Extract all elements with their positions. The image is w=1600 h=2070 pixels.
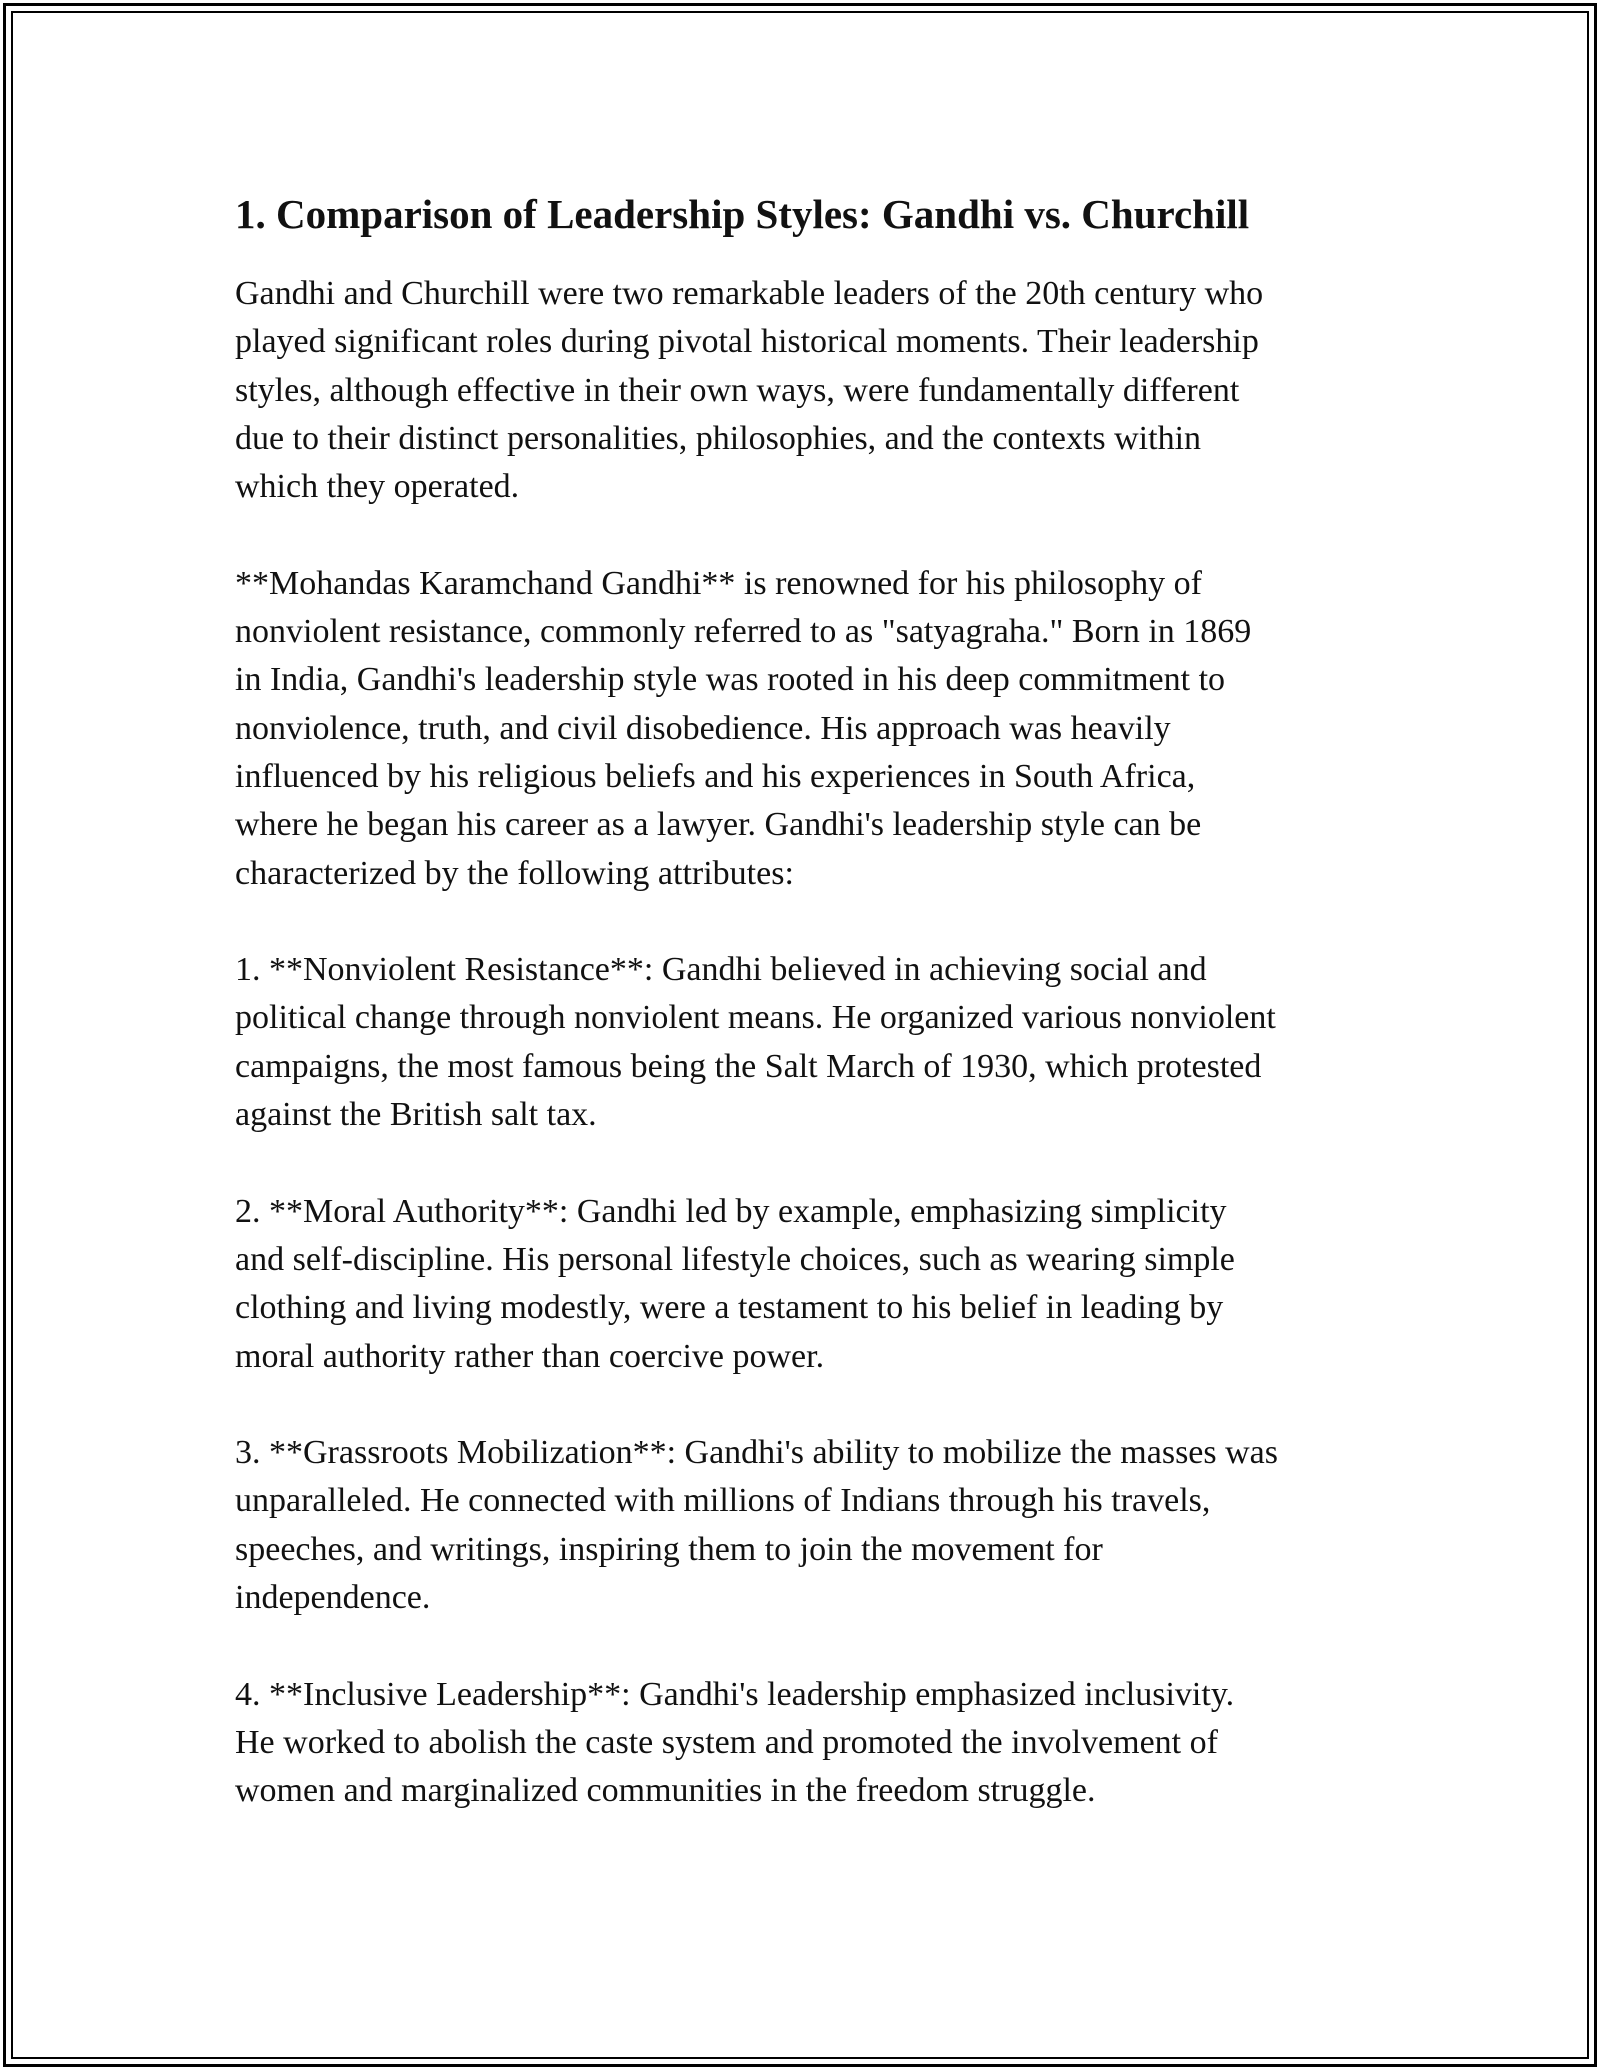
section-heading: 1. Comparison of Leadership Styles: Gandhi vs. Churchill <box>235 191 1250 237</box>
attribute-inclusive-leadership: 4. **Inclusive Leadership**: Gandhi's leadership emphasized inclusivity. He worked to abolish the caste system and promoted the involvement of women and marginalized communities in the freedom struggle. <box>235 1675 1235 1810</box>
intro-paragraph: Gandhi and Churchill were two remarkable leaders of the 20th century who played significant roles during pivotal historical moments. Their leadership styles, although effective in their own ways, were fundamentally different due to their distinct personalities, philosophies, and the contexts within which they operated. <box>235 275 1264 506</box>
attribute-nonviolent-resistance: 1. **Nonviolent Resistance**: Gandhi believed in achieving social and political change through nonviolent means. He organized various nonviolent campaigns, the most famous being the Salt March of 1930, which protested against the British salt tax. <box>235 951 1276 1134</box>
gandhi-paragraph: **Mohandas Karamchand Gandhi** is renowned for his philosophy of nonviolent resistance, commonly referred to as "satyagraha." Born in 1869 in India, Gandhi's leadership style was rooted in his deep commitment to nonviolence, truth, and civil disobedience. His approach was heavily influenced by his religious beliefs and his experiences in South Africa, where he began his career as a lawyer. Gandhi's leadership style can be characterized by the following attributes: <box>235 564 1252 892</box>
document-body <box>235 188 1385 1864</box>
attribute-moral-authority: 2. **Moral Authority**: Gandhi led by example, emphasizing simplicity and self-discipline. His personal lifestyle choices, such as wearing simple clothing and living modestly, were a testament to his belief in leading by moral authority rather than coercive power. <box>235 1192 1235 1375</box>
attribute-grassroots-mobilization: 3. **Grassroots Mobilization**: Gandhi's ability to mobilize the masses was unparalleled. He connected with millions of Indians through his travels, speeches, and writings, inspiring them to join the movement for independence. <box>235 1434 1278 1617</box>
